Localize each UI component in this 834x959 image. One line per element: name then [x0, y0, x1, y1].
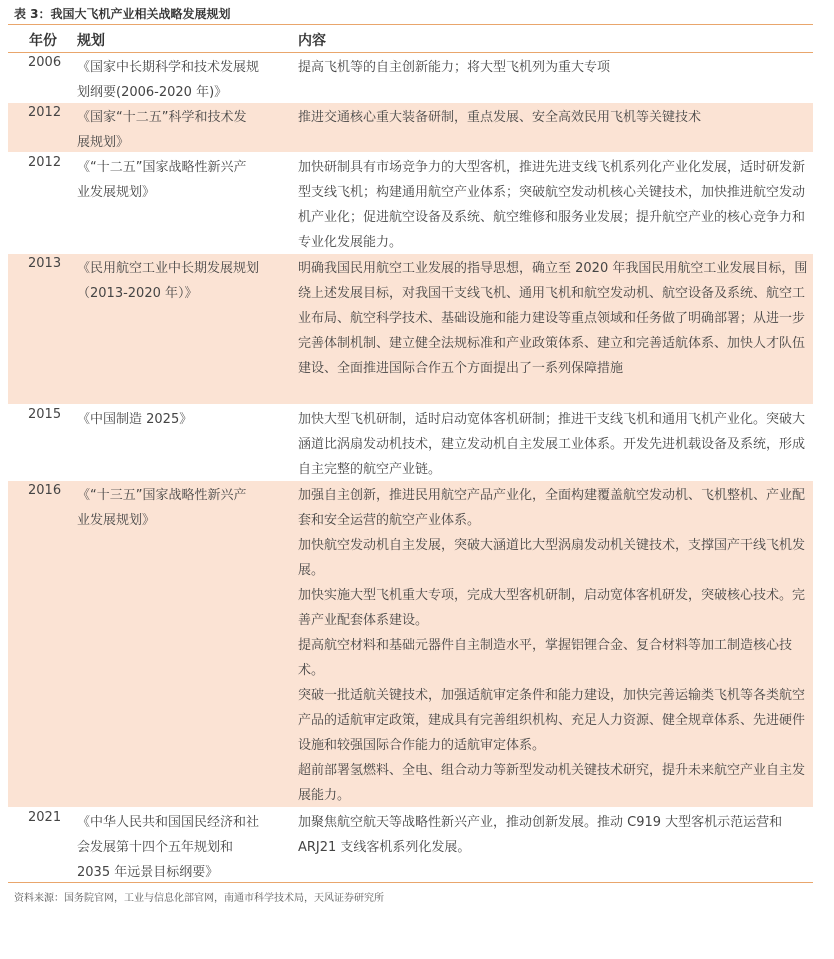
- row-year: 2021: [28, 810, 62, 825]
- table-row: [8, 153, 813, 254]
- table-row: [8, 405, 813, 481]
- content-paragraph: 推进交通核心重大装备研制，重点发展、安全高效民用飞机等关键技术: [298, 110, 702, 125]
- header-year: 年份: [29, 33, 57, 49]
- row-year: 2015: [28, 407, 62, 422]
- row-plan: 《民用航空工业中长期发展规划 （2013-2020 年）》: [77, 261, 260, 301]
- table-header: [8, 25, 813, 53]
- content-paragraph: 提高航空材料和基础元器件自主制造水平，掌握铝锂合金、复合材料等加工制造核心技术。: [298, 638, 793, 678]
- header-plan: 规划: [77, 33, 105, 49]
- table-row: [8, 808, 813, 883]
- row-plan: 《“十三五”国家战略性新兴产 业发展规划》: [77, 488, 247, 528]
- row-year: 2012: [28, 155, 62, 170]
- header-content: 内容: [298, 33, 326, 49]
- row-plan: 《“十二五”国家战略性新兴产 业发展规划》: [77, 160, 247, 200]
- content-paragraph: 加快研制具有市场竞争力的大型客机，推进先进支线飞机系列化产业化发展，适时研发新型支线飞机；构建通用航空产业体系；突破航空发动机核心关键技术，加快推进航空发动机产业化；促进航空设备及系统、航空维修和服务业发展；提升航空产业的核心竞争力和专业化发展能力。: [298, 160, 806, 250]
- row-year: 2016: [28, 483, 62, 498]
- table-row: [8, 481, 813, 808]
- row-content: [298, 256, 810, 381]
- row-content: [298, 407, 810, 482]
- source-note: 资料来源：国务院官网，工业与信息化部官网，南通市科学技术局，天风证券研究所: [14, 893, 384, 904]
- row-content: [298, 810, 810, 860]
- table-row: [8, 103, 813, 153]
- row-plan: 《国家中长期科学和技术发展规 划纲要(2006-2020 年)》: [77, 60, 260, 100]
- row-plan: 《国家“十二五”科学和技术发 展规划》: [77, 110, 247, 150]
- content-paragraph: 加快大型飞机研制，适时启动宽体客机研制；推进干支线飞机和通用飞机产业化。突破大涵道比涡扇发动机技术，建立发动机自主发展工业体系。开发先进机载设备及系统，形成自主完整的航空产业链。: [298, 412, 806, 477]
- table-row: [8, 254, 813, 405]
- content-paragraph: 加快实施大型飞机重大专项，完成大型客机研制，启动宽体客机研发，突破核心技术。完善产业配套体系建设。: [298, 588, 806, 628]
- content-paragraph: 突破一批适航关键技术，加强适航审定条件和能力建设，加快完善运输类飞机等各类航空产品的适航审定政策，建成具有完善组织机构、充足人力资源、健全规章体系、先进硬件设施和较强国际合作能力的适航审定体系。: [298, 688, 806, 753]
- content-paragraph: 提高飞机等的自主创新能力；将大型飞机列为重大专项: [298, 60, 611, 75]
- row-content: [298, 105, 810, 130]
- content-paragraph: 超前部署氢燃料、全电、组合动力等新型发动机关键技术研究，提升未来航空产业自主发展能力。: [298, 763, 806, 803]
- table-caption: 表 3：我国大飞机产业相关战略发展规划: [14, 7, 231, 21]
- table-row: [8, 53, 813, 103]
- bottom-rule: [8, 882, 813, 883]
- content-paragraph: 加快航空发动机自主发展，突破大涵道比大型涡扇发动机关键技术，支撑国产干线飞机发展。: [298, 538, 806, 578]
- row-plan: 《中国制造 2025》: [77, 412, 193, 427]
- row-plan: 《中华人民共和国国民经济和社 会发展第十四个五年规划和 2035 年远景目标纲要》: [77, 815, 260, 880]
- content-paragraph: 加聚焦航空航天等战略性新兴产业，推动创新发展。推动 C919 大型客机示范运营和 ARJ21 支线客机系列化发展。: [298, 815, 783, 855]
- content-paragraph: 明确我国民用航空工业发展的指导思想，确立至 2020 年我国民用航空工业发展目标，围绕上述发展目标，对我国干支线飞机、通用飞机和航空发动机、航空设备及系统、航空工业布局、航空科学技术、基础设施和能力建设等重点领域和任务做了明确部署；从进一步完善体制机制、建立健全法规标准和产业政策体系、建立和完善适航体系、加快人才队伍建设、全面推进国际合作五个方面提出了一系列保障措施: [298, 261, 808, 376]
- row-content: [298, 155, 810, 255]
- row-content: [298, 55, 810, 80]
- row-year: 2012: [28, 105, 62, 120]
- row-content: [298, 483, 810, 808]
- content-paragraph: 加强自主创新，推进民用航空产品产业化，全面构建覆盖航空发动机、飞机整机、产业配套和安全运营的航空产业体系。: [298, 488, 806, 528]
- row-year: 2006: [28, 55, 62, 70]
- row-year: 2013: [28, 256, 62, 271]
